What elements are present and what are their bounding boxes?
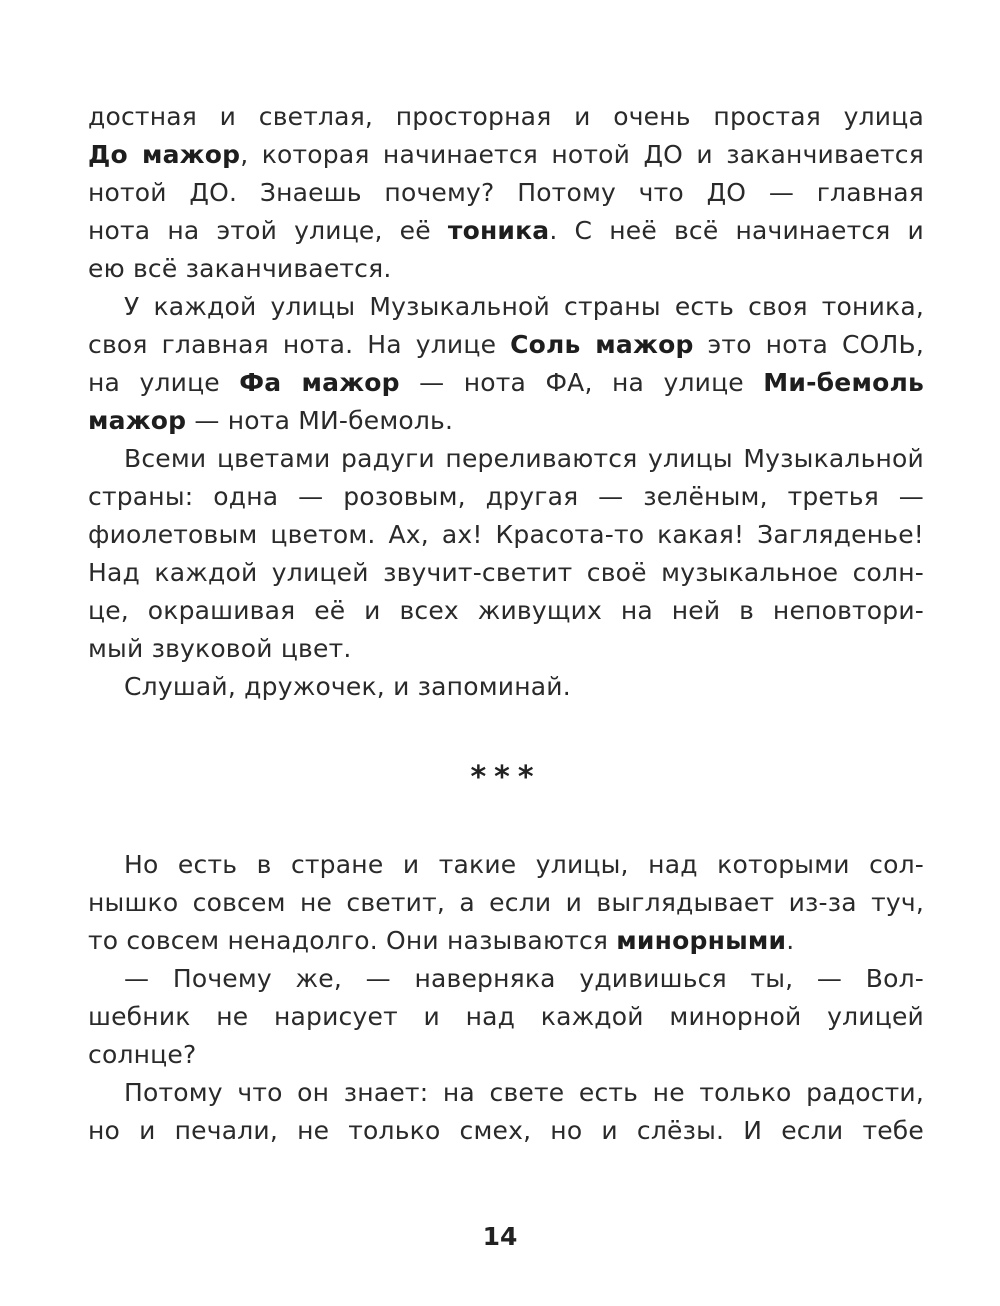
text-line: шебник не нарисует и над каждой минорной улицей (88, 1002, 924, 1031)
text-line: — Почему же, — наверняка удивишься ты, — Вол- (124, 964, 924, 993)
text-line: солнце? (88, 1040, 197, 1069)
bold-term: До мажор (88, 140, 241, 169)
text-line: страны: одна — розовым, другая — зелёным, третья — (88, 482, 924, 511)
text-line: на улице Фа мажор — нота ФА, на улице Ми-бемоль (88, 368, 924, 397)
text-line: нотой ДО. Знаешь почему? Потому что ДО — главная (88, 178, 924, 207)
text-line: своя главная нота. На улице Соль мажор это нота СОЛЬ, (88, 330, 924, 359)
text-line: фиолетовым цветом. Ах, ах! Красота-то какая! Загляденье! (88, 520, 924, 549)
text-line: мажор — нота МИ-бемоль. (88, 406, 454, 435)
bold-term: минорными (616, 926, 787, 955)
text-line: Но есть в стране и такие улицы, над которыми сол- (124, 850, 924, 879)
text-line: но и печали, не только смех, но и слёзы. И если тебе (88, 1116, 924, 1145)
text-line: мый звуковой цвет. (88, 634, 352, 663)
bold-term: Соль мажор (510, 330, 694, 359)
text-line: то совсем ненадолго. Они называются минорными. (88, 926, 795, 955)
text-line: Всеми цветами радуги переливаются улицы Музыкальной (124, 444, 924, 473)
text-line: До мажор, которая начинается нотой ДО и заканчивается (88, 140, 924, 169)
text-line: нышко совсем не светит, а если и выглядывает из-за туч, (88, 888, 924, 917)
text-line: Потому что он знает: на свете есть не только радости, (124, 1078, 924, 1107)
bold-term: мажор (88, 406, 187, 435)
section-separator: *** (470, 760, 542, 795)
text-line: нота на этой улице, её тоника. С неё всё начинается и (88, 216, 924, 245)
bold-term: Фа мажор (239, 368, 400, 397)
text-line: достная и светлая, просторная и очень простая улица (88, 102, 924, 131)
text-line: Слушай, дружочек, и запоминай. (124, 672, 571, 701)
page-number: 14 (482, 1222, 518, 1251)
text-line: ею всё заканчивается. (88, 254, 392, 283)
text-line: У каждой улицы Музыкальной страны есть своя тоника, (124, 292, 924, 321)
text-line: Над каждой улицей звучит-светит своё музыкальное солн- (88, 558, 924, 587)
bold-term: Ми-бемоль (763, 368, 924, 397)
bold-term: тоника (447, 216, 550, 245)
text-line: це, окрашивая её и всех живущих на ней в неповтори- (88, 596, 924, 625)
